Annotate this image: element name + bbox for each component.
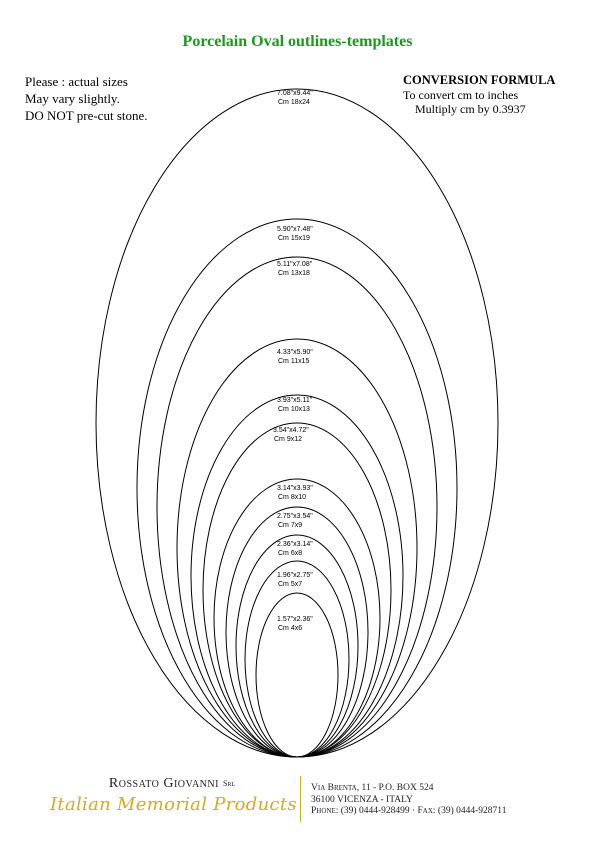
oval-size-inches: 5.90"x7.48" [277,226,313,233]
oval-size-inches: 1.96"x2.75" [277,572,313,579]
oval-size-cm: Cm 4x6 [278,625,303,632]
oval-size-inches: 2.36"x3.14" [277,541,313,548]
oval-size-inches: 1.57"x2.36" [277,616,313,623]
oval-size-inches: 3.93"x5.11" [277,397,313,404]
oval-size-cm: Cm 8x10 [278,494,307,501]
notice-line: Please : actual sizes [25,74,128,89]
oval-size-cm: Cm 5x7 [278,581,303,588]
conversion-line: To convert cm to inches [403,88,519,102]
footer-contact [311,783,506,818]
notice-line: May vary slightly. [25,91,120,106]
notice-line: DO NOT pre-cut stone. [25,108,148,123]
oval-outline [203,423,391,757]
oval-size-inches: 4.33"x5.90" [277,349,313,356]
phone-fax: Phone: (39) 0444-928499 · Fax: (39) 0444-928711 [311,806,507,816]
company-label: Rossato Giovanni [108,776,219,791]
oval-size-cm: Cm 10x13 [278,406,310,413]
oval-size-inches: 7.08"x9.44" [277,90,313,97]
oval-size-cm: Cm 9x12 [274,436,303,443]
footer-divider [300,776,301,822]
oval-size-inches: 3.54"x4.72" [273,427,309,434]
oval-size-inches: 5.11"x7.08" [277,261,313,268]
oval-size-cm: Cm 11x15 [278,358,310,365]
oval-size-cm: Cm 13x18 [278,270,310,277]
oval-size-cm: Cm 18x24 [278,99,310,106]
conversion-heading: CONVERSION FORMULA [403,73,556,87]
oval-outline [236,535,358,757]
oval-size-cm: Cm 15x19 [278,235,310,242]
address-line: 36100 VICENZA - ITALY [311,794,413,805]
oval-outline [245,561,349,757]
address-line: Via Brenta, 11 - P.O. BOX 524 [311,783,434,793]
brand-logo-text: Italian Memorial Products [50,794,297,815]
oval-size-inches: 3.14"x3.93" [277,485,313,492]
conversion-line: Multiply cm by 0.3937 [415,102,526,116]
oval-size-cm: Cm 7x9 [278,522,303,529]
oval-size-cm: Cm 6x8 [278,550,303,557]
page-title: Porcelain Oval outlines-templates [182,33,413,50]
company-name [50,776,294,792]
company-suffix: Srl [222,779,236,788]
oval-size-inches: 2.75"x3.54" [277,513,313,520]
footer-brand [50,776,297,815]
